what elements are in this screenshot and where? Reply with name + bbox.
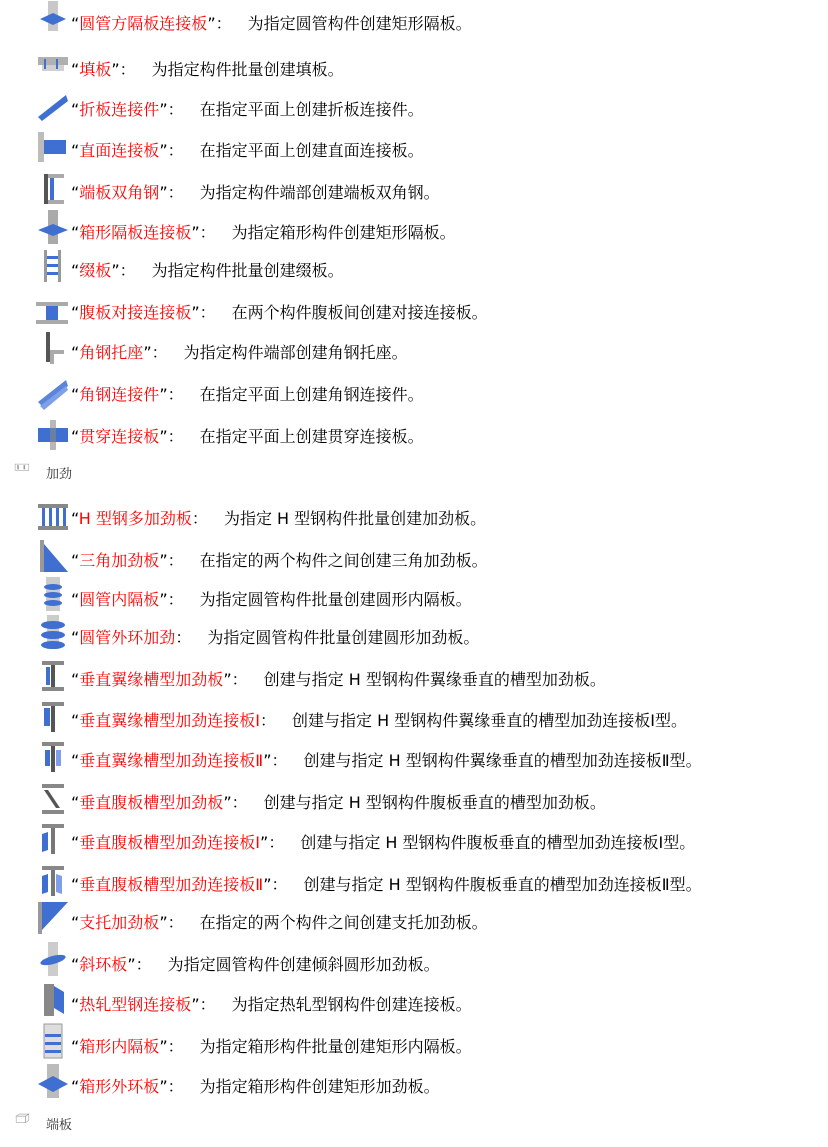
open-quote: “: [71, 141, 80, 160]
item-separator: ”：: [223, 793, 264, 812]
item-text: [71, 1077, 440, 1097]
list-item: [36, 737, 826, 777]
item-text: [71, 385, 424, 405]
list-item: [36, 779, 826, 819]
open-quote: “: [71, 670, 80, 689]
item-name: 垂直腹板槽型加劲板: [79, 793, 224, 812]
item-name: 贯穿连接板: [79, 427, 160, 446]
open-quote: “: [71, 913, 80, 932]
open-quote: “: [71, 261, 80, 280]
list-item: [36, 209, 826, 249]
item-separator: ”：: [263, 875, 304, 894]
item-description: 创建与指定 H 型钢构件腹板垂直的槽型加劲板。: [263, 793, 606, 812]
item-name: 支托加劲板: [79, 913, 160, 932]
bent-plate-icon: [36, 86, 70, 126]
item-separator: ”：: [143, 343, 184, 362]
web-splice-icon: [36, 289, 70, 329]
item-name: 角钢连接件: [79, 385, 160, 404]
item-name: 垂直腹板槽型加劲连接板Ⅱ: [79, 875, 264, 894]
open-quote: “: [71, 955, 80, 974]
item-description: 为指定构件端部创建端板双角钢。: [199, 183, 440, 202]
open-quote: “: [71, 100, 80, 119]
item-text: [71, 183, 440, 203]
item-separator: ”：: [159, 183, 200, 202]
item-text: [71, 833, 695, 853]
section-label: 加劲: [46, 467, 73, 482]
web-channel-conn-1-icon: [36, 819, 70, 859]
list-item: [36, 656, 826, 696]
item-text: [71, 427, 424, 447]
item-separator: ”：: [159, 141, 200, 160]
item-separator: ”：: [159, 385, 200, 404]
item-description: 创建与指定 H 型钢构件腹板垂直的槽型加劲连接板Ⅰ型。: [300, 833, 696, 852]
list-item: [36, 576, 826, 616]
item-text: [71, 995, 472, 1015]
item-separator: ”：: [223, 670, 264, 689]
inclined-ring-icon: [36, 941, 70, 981]
open-quote: “: [71, 628, 80, 647]
flange-channel-conn-1-icon: [36, 697, 70, 737]
open-quote: “: [71, 590, 80, 609]
bracket-stiffener-icon: [36, 899, 70, 939]
list-item: [36, 941, 826, 981]
item-description: 在指定平面上创建贯穿连接板。: [199, 427, 424, 446]
item-separator: ”：: [159, 913, 200, 932]
item-description: 在指定的两个构件之间创建三角加劲板。: [199, 551, 488, 570]
item-separator: ”：: [111, 60, 152, 79]
list-item: [36, 495, 826, 535]
item-description: 为指定箱形构件批量创建矩形内隔板。: [199, 1037, 472, 1056]
item-separator: ”：: [111, 261, 152, 280]
item-name: 斜环板: [79, 955, 128, 974]
open-quote: “: [71, 14, 80, 33]
flange-channel-conn-2-icon: [36, 737, 70, 777]
item-separator: ：: [175, 628, 208, 647]
list-item: [36, 1023, 826, 1063]
item-description: 为指定圆管构件创建倾斜圆形加劲板。: [167, 955, 440, 974]
box-outer-ring-icon: [36, 1063, 70, 1103]
item-name: 圆管外环加劲: [79, 628, 176, 647]
open-quote: “: [71, 833, 80, 852]
list-item: [36, 46, 826, 86]
item-text: [71, 303, 488, 323]
item-text: [71, 955, 440, 975]
item-separator: ”：: [260, 833, 301, 852]
open-quote: “: [71, 995, 80, 1014]
item-text: [71, 343, 408, 363]
item-description: 在指定平面上创建角钢连接件。: [199, 385, 424, 404]
angle-seat-icon: [36, 329, 70, 369]
item-description: 为指定构件批量创建缀板。: [151, 261, 344, 280]
open-quote: “: [71, 427, 80, 446]
batten-plate-icon: [36, 247, 70, 287]
item-name: 箱形内隔板: [79, 1037, 160, 1056]
item-description: 创建与指定 H 型钢构件翼缘垂直的槽型加劲板。: [263, 670, 606, 689]
open-quote: “: [71, 711, 80, 730]
open-quote: “: [71, 751, 80, 770]
item-separator: ”：: [191, 303, 232, 322]
list-item: [36, 247, 826, 287]
item-text: [71, 793, 606, 813]
item-text: [71, 711, 687, 731]
list-item: [36, 861, 826, 901]
item-name: 箱形隔板连接板: [79, 223, 192, 242]
open-quote: “: [71, 793, 80, 812]
item-name: 缀板: [79, 261, 112, 280]
item-name: 三角加劲板: [79, 551, 160, 570]
item-text: [71, 223, 456, 243]
list-item: [36, 169, 826, 209]
item-text: [71, 590, 472, 610]
end-plate-section-icon: [6, 1113, 40, 1133]
item-description: 为指定圆管构件批量创建圆形内隔板。: [199, 590, 472, 609]
list-item: [36, 981, 826, 1021]
open-quote: “: [71, 60, 80, 79]
item-name: 圆管方隔板连接板: [79, 14, 208, 33]
item-separator: ”：: [159, 100, 200, 119]
end-plate-double-angle-icon: [36, 169, 70, 209]
open-quote: “: [71, 1037, 80, 1056]
list-item: [36, 697, 826, 737]
item-description: 创建与指定 H 型钢构件翼缘垂直的槽型加劲连接板Ⅰ型。: [292, 711, 687, 730]
item-separator: ”：: [159, 551, 200, 570]
item-separator: ”：: [263, 751, 304, 770]
item-name: 箱形外环板: [79, 1077, 160, 1096]
box-inner-diaphragm-icon: [36, 1023, 70, 1063]
item-description: 创建与指定 H 型钢构件腹板垂直的槽型加劲连接板Ⅱ型。: [303, 875, 702, 894]
item-name: 垂直翼缘槽型加劲板: [79, 670, 224, 689]
item-description: 在指定平面上创建直面连接板。: [199, 141, 424, 160]
item-description: 创建与指定 H 型钢构件翼缘垂直的槽型加劲连接板Ⅱ型。: [303, 751, 702, 770]
stiffener-section-icon: [6, 462, 40, 482]
item-description: 为指定圆管构件创建矩形隔板。: [247, 14, 472, 33]
straight-plate-icon: [36, 127, 70, 167]
item-separator: ”：: [191, 223, 232, 242]
item-separator: ”：: [207, 14, 248, 33]
item-description: 为指定箱形构件创建矩形隔板。: [231, 223, 456, 242]
item-separator: ：: [260, 711, 293, 730]
open-quote: “: [71, 183, 80, 202]
item-name: 垂直翼缘槽型加劲连接板Ⅰ: [79, 711, 261, 730]
item-name: H 型钢多加劲板: [78, 509, 192, 528]
list-item: [36, 0, 826, 40]
item-text: [71, 751, 702, 771]
item-name: 直面连接板: [79, 141, 160, 160]
item-text: [71, 261, 344, 281]
tube-inner-diaphragm-icon: [36, 576, 70, 616]
item-separator: ”：: [159, 1037, 200, 1056]
item-separator: ”：: [127, 955, 168, 974]
item-description: 在两个构件腹板间创建对接连接板。: [231, 303, 488, 322]
item-description: 为指定构件端部创建角钢托座。: [183, 343, 408, 362]
item-separator: ”：: [191, 995, 232, 1014]
item-text: [71, 551, 488, 571]
item-name: 腹板对接连接板: [79, 303, 192, 322]
list-item: [36, 86, 826, 126]
item-separator: ”：: [159, 427, 200, 446]
item-name: 端板双角钢: [79, 183, 160, 202]
section-heading: [6, 1111, 206, 1135]
tube-outer-ring-icon: [36, 614, 70, 654]
item-separator: ”：: [159, 590, 200, 609]
item-text: [71, 913, 488, 933]
item-name: 圆管内隔板: [79, 590, 160, 609]
item-separator: ：: [191, 509, 224, 528]
web-channel-conn-2-icon: [36, 861, 70, 901]
item-description: 为指定热轧型钢构件创建连接板。: [231, 995, 472, 1014]
item-text: [71, 875, 702, 895]
item-description: 在指定的两个构件之间创建支托加劲板。: [199, 913, 488, 932]
triangle-stiffener-icon: [36, 537, 70, 577]
item-separator: ”：: [159, 1077, 200, 1096]
list-item: [36, 819, 826, 859]
list-item: [36, 413, 826, 453]
item-name: 热轧型钢连接板: [79, 995, 192, 1014]
open-quote: “: [71, 551, 80, 570]
angle-connector-icon: [36, 371, 70, 411]
list-item: [36, 127, 826, 167]
item-text: [71, 141, 424, 161]
item-name: 折板连接件: [79, 100, 160, 119]
open-quote: “: [71, 875, 80, 894]
item-text: [71, 628, 479, 648]
open-quote: “: [71, 223, 80, 242]
item-description: 在指定平面上创建折板连接件。: [199, 100, 424, 119]
item-text: [71, 670, 606, 690]
item-text: [71, 14, 472, 34]
open-quote: “: [71, 385, 80, 404]
list-item: [36, 537, 826, 577]
open-quote: “: [71, 1077, 80, 1096]
through-plate-icon: [36, 413, 70, 453]
open-quote: “: [71, 509, 79, 528]
list-item: [36, 899, 826, 939]
item-description: 为指定构件批量创建填板。: [151, 60, 344, 79]
list-item: [36, 289, 826, 329]
list-item: [36, 614, 826, 654]
item-name: 角钢托座: [79, 343, 144, 362]
tube-square-plate-icon: [36, 0, 70, 40]
item-text: [71, 100, 424, 120]
flange-channel-stiffener-icon: [36, 656, 70, 696]
list-item: [36, 1063, 826, 1103]
list-item: [36, 329, 826, 369]
open-quote: “: [71, 303, 80, 322]
item-description: 为指定圆管构件批量创建圆形加劲板。: [207, 628, 480, 647]
h-multi-stiffener-icon: [36, 495, 70, 535]
filler-plate-icon: [36, 46, 70, 86]
item-description: 为指定箱形构件创建矩形加劲板。: [199, 1077, 440, 1096]
box-diaphragm-icon: [36, 209, 70, 249]
item-text: [71, 60, 344, 80]
rolled-section-plate-icon: [36, 981, 70, 1021]
item-name: 垂直腹板槽型加劲连接板Ⅰ: [79, 833, 261, 852]
item-name: 垂直翼缘槽型加劲连接板Ⅱ: [79, 751, 264, 770]
web-channel-stiffener-icon: [36, 779, 70, 819]
list-item: [36, 371, 826, 411]
section-label: 端板: [46, 1118, 73, 1133]
item-name: 填板: [79, 60, 112, 79]
section-heading: [6, 460, 206, 484]
item-description: 为指定 H 型钢构件批量创建加劲板。: [223, 509, 487, 528]
item-text: [71, 509, 486, 529]
item-text: [71, 1037, 472, 1057]
open-quote: “: [71, 343, 80, 362]
